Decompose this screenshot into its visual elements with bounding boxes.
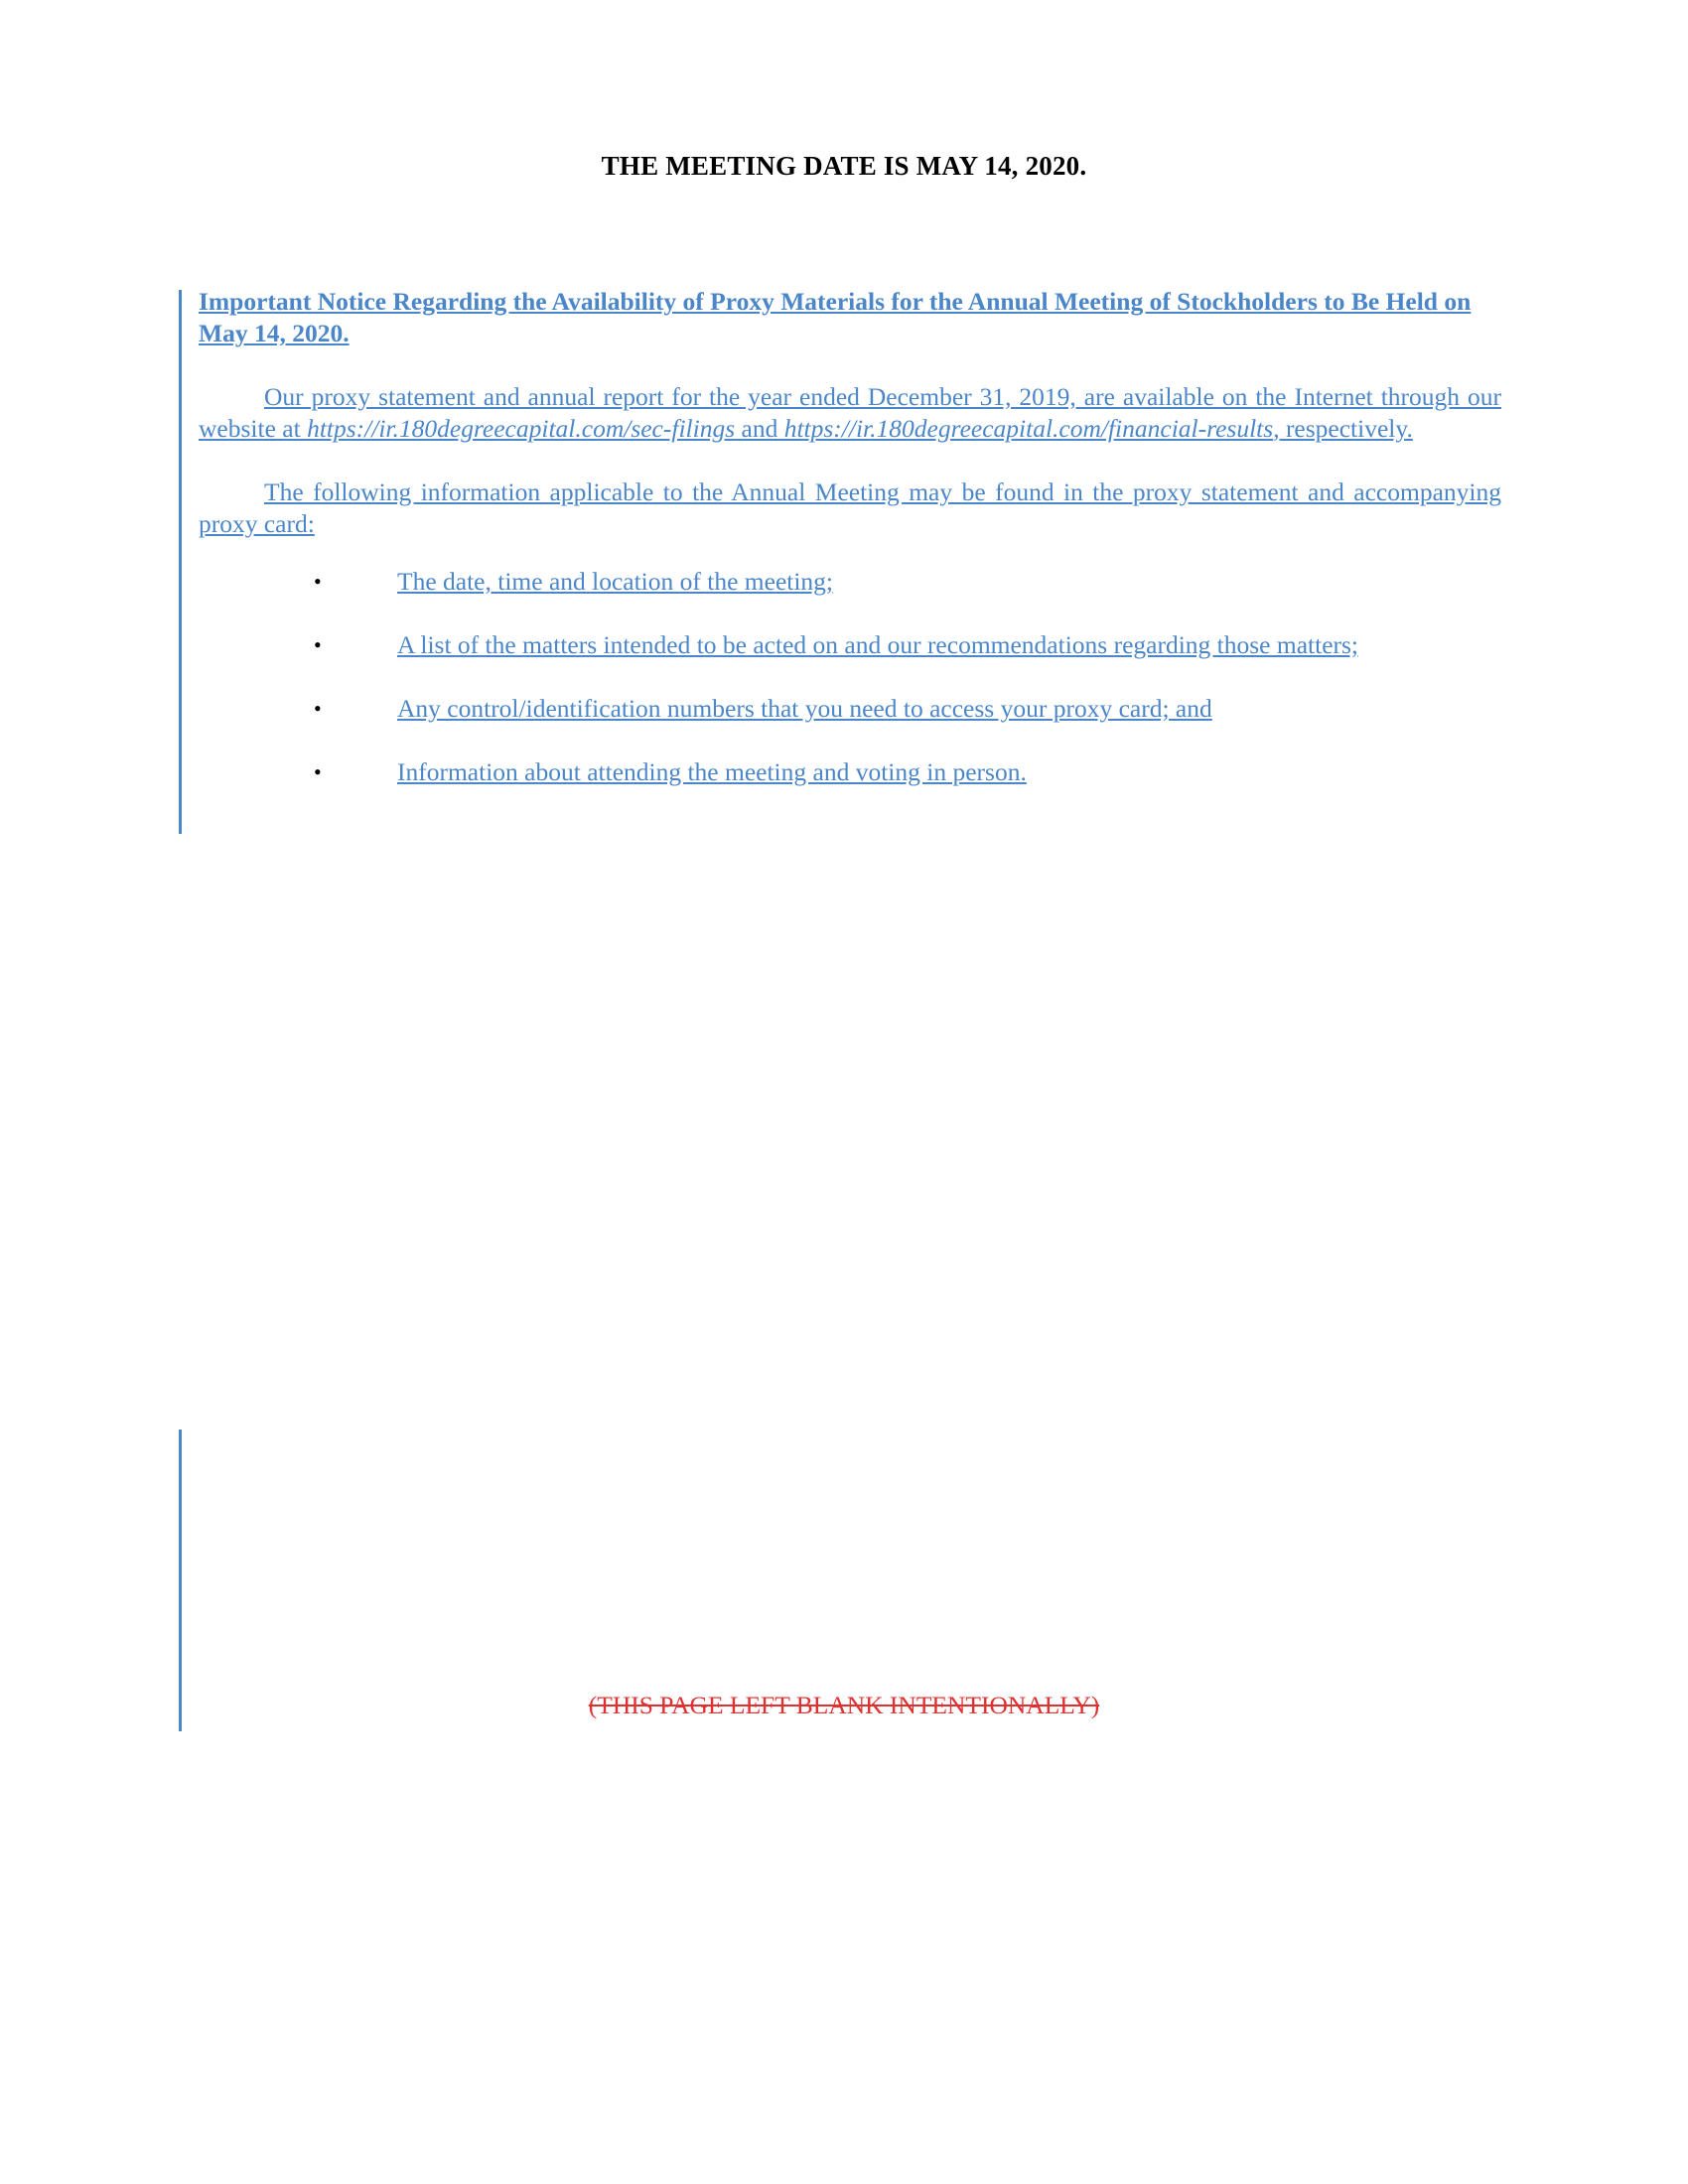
list-item-text: The date, time and location of the meeting; bbox=[397, 567, 834, 596]
list-item-text: A list of the matters intended to be acted on and our recommendations regarding those matters; bbox=[397, 630, 1359, 659]
bullet-icon: • bbox=[314, 569, 322, 594]
sec-filings-link[interactable]: https://ir.180degreecapital.com/sec-filings bbox=[307, 414, 736, 443]
list-item-text: Any control/identification numbers that you need to access your proxy card; and bbox=[397, 694, 1212, 723]
list-item bbox=[199, 756, 1501, 788]
bullet-icon: • bbox=[314, 759, 322, 784]
notice-heading: Important Notice Regarding the Availability of Proxy Materials for the Annual Meeting of Stockholders to Be Held on May 14, 2020. bbox=[199, 287, 1472, 347]
list-item bbox=[199, 629, 1501, 661]
proxy-notice-section bbox=[199, 286, 1501, 820]
bullet-icon: • bbox=[314, 696, 322, 721]
information-list bbox=[199, 566, 1501, 788]
availability-text-mid: and bbox=[735, 414, 784, 443]
financial-results-link[interactable]: https://ir.180degreecapital.com/financial-results bbox=[783, 414, 1274, 443]
list-item bbox=[199, 566, 1501, 598]
availability-text-start: Our proxy statement and annual report for the year ended December 31, 2019, are available on the Internet through our website at bbox=[199, 382, 1501, 443]
meeting-date-heading: THE MEETING DATE IS MAY 14, 2020. bbox=[601, 151, 1087, 181]
blank-page-notice: (THIS PAGE LEFT BLANK INTENTIONALLY) bbox=[588, 1691, 1100, 1719]
availability-paragraph bbox=[199, 381, 1501, 445]
change-bar-top bbox=[179, 290, 182, 834]
list-item-text: Information about attending the meeting and voting in person. bbox=[397, 757, 1027, 786]
change-bar-bottom bbox=[179, 1430, 182, 1731]
information-paragraph: The following information applicable to the Annual Meeting may be found in the proxy statement and accompanying proxy card: bbox=[199, 478, 1501, 538]
bullet-icon: • bbox=[314, 632, 322, 657]
list-item bbox=[199, 693, 1501, 725]
availability-text-end: , respectively. bbox=[1273, 414, 1413, 443]
